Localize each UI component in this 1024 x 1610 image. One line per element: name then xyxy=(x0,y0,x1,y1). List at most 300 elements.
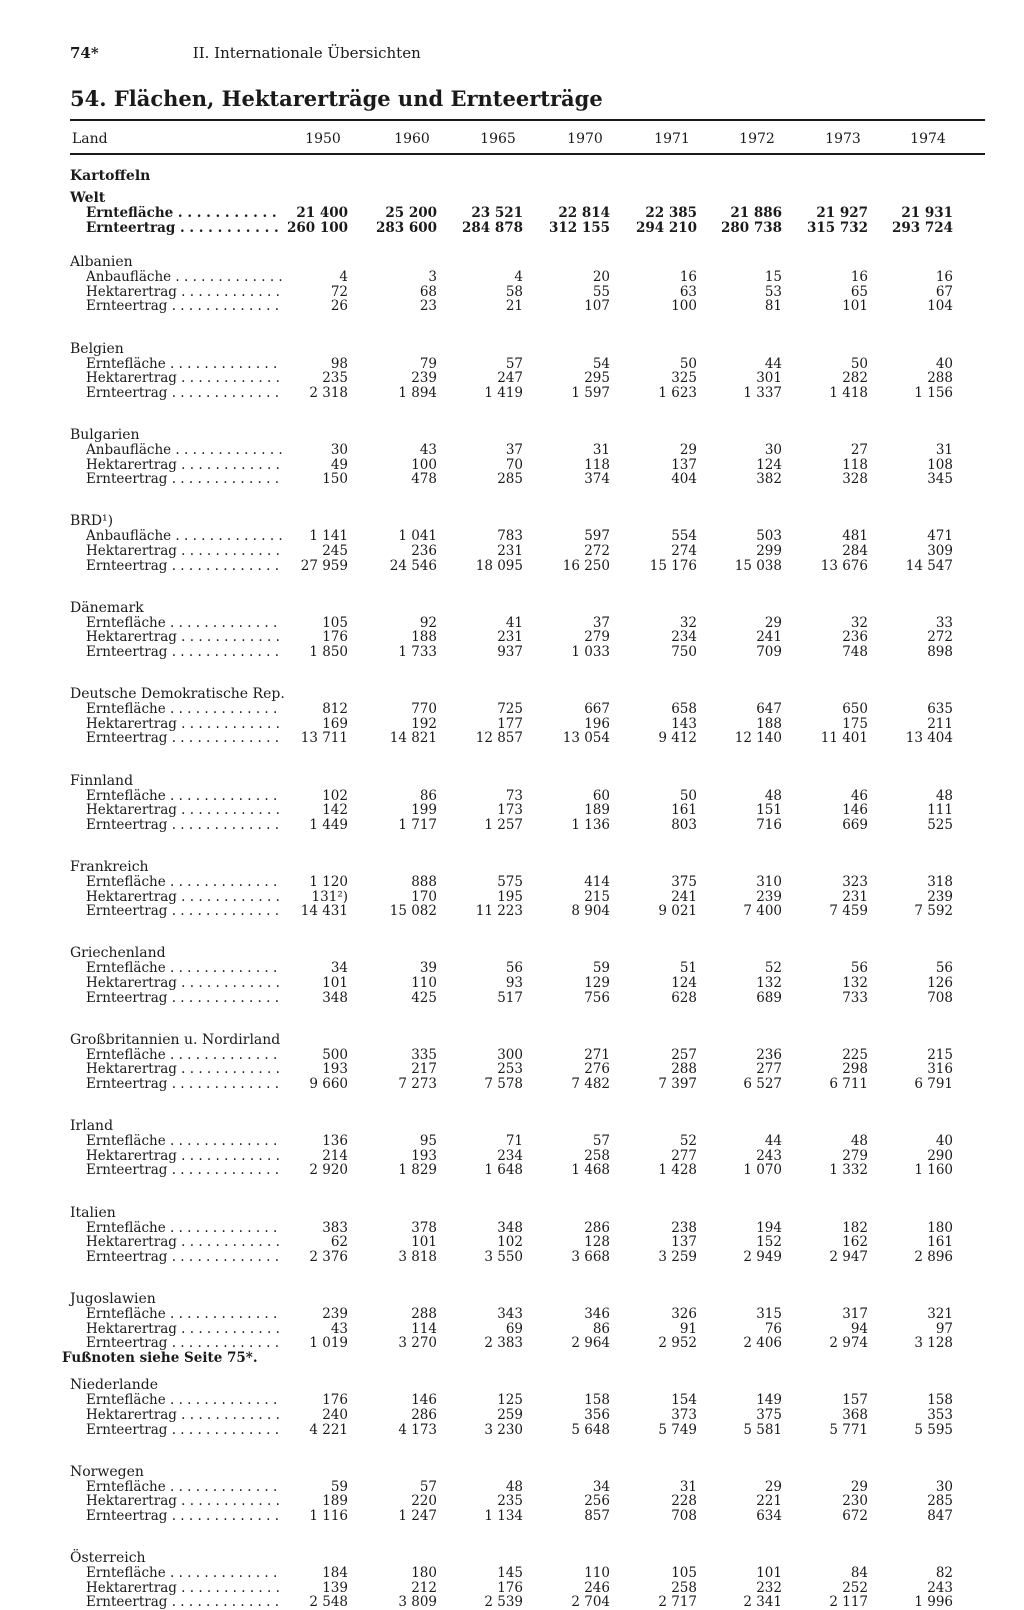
row-label: Hektarertrag . . . xyxy=(86,1494,282,1509)
category-heading: Kartoffeln xyxy=(70,168,151,184)
table-cell: 110 xyxy=(584,1565,610,1582)
table-cell: 234 xyxy=(671,629,697,646)
table-cell: 235 xyxy=(322,370,348,387)
table-cell: 353 xyxy=(927,1407,953,1423)
table-cell: 173 xyxy=(497,802,523,819)
table-cell: 29 xyxy=(764,614,782,631)
table-cell: 33 xyxy=(935,614,953,631)
table-cell: 635 xyxy=(927,701,953,718)
table-cell: 375 xyxy=(756,1407,782,1423)
table-cell: 298 xyxy=(842,1061,868,1078)
table-cell: 243 xyxy=(927,1579,953,1596)
table-row xyxy=(0,472,1024,487)
table-cell: 647 xyxy=(756,701,782,718)
country-name: Österreich xyxy=(70,1550,146,1567)
row-label: Erntefläche . . . xyxy=(86,702,282,717)
table-cell: 708 xyxy=(927,989,953,1006)
table-cell: 215 xyxy=(584,888,610,905)
table-cell: 125 xyxy=(497,1392,523,1409)
table-cell: 21 886 xyxy=(730,205,782,221)
table-cell: 193 xyxy=(411,1147,437,1164)
table-cell: 1 136 xyxy=(571,816,610,833)
table-cell: 176 xyxy=(497,1579,523,1596)
table-cell: 2 406 xyxy=(743,1335,782,1352)
table-cell: 272 xyxy=(584,543,610,559)
table-cell: 29 xyxy=(679,442,697,458)
table-cell: 231 xyxy=(497,629,523,646)
table-cell: 128 xyxy=(584,1234,610,1251)
table-cell: 4 xyxy=(339,269,348,286)
table-cell: 79 xyxy=(419,355,437,372)
table-cell: 146 xyxy=(842,802,868,819)
row-label: Anbaufläche . . . xyxy=(86,529,282,544)
table-cell: 246 xyxy=(584,1579,610,1596)
table-cell: 356 xyxy=(584,1407,610,1423)
table-cell: 2 952 xyxy=(658,1335,697,1352)
table-row xyxy=(0,645,1024,660)
table-cell: 101 xyxy=(756,1565,782,1582)
table-cell: 2 376 xyxy=(309,1248,348,1265)
row-label: Erntefläche . . . xyxy=(86,1480,282,1495)
table-cell: 236 xyxy=(756,1046,782,1063)
row-label: Hektarertrag . . . xyxy=(86,890,282,905)
table-cell: 52 xyxy=(764,960,782,977)
table-cell: 7 400 xyxy=(743,903,782,920)
row-label: Ernteertrag . . . xyxy=(86,386,282,401)
table-cell: 554 xyxy=(671,528,697,545)
table-cell: 50 xyxy=(850,355,868,372)
table-cell: 725 xyxy=(497,701,523,718)
row-label: Erntefläche . . . xyxy=(86,1048,282,1063)
table-cell: 346 xyxy=(584,1306,610,1322)
table-cell: 101 xyxy=(842,298,868,315)
table-cell: 146 xyxy=(411,1392,437,1409)
table-cell: 6 711 xyxy=(829,1076,868,1092)
row-label: Hektarertrag . . . xyxy=(86,1235,282,1250)
table-cell: 2 896 xyxy=(914,1248,953,1265)
table-row xyxy=(0,731,1024,746)
table-cell: 716 xyxy=(756,816,782,833)
table-cell: 189 xyxy=(322,1493,348,1510)
table-cell: 236 xyxy=(411,543,437,559)
table-cell: 52 xyxy=(679,1133,697,1150)
table-cell: 188 xyxy=(411,629,437,646)
table-cell: 7 459 xyxy=(829,903,868,920)
table-cell: 243 xyxy=(756,1147,782,1164)
table-cell: 285 xyxy=(927,1493,953,1510)
table-cell: 1 156 xyxy=(914,384,953,401)
table-cell: 170 xyxy=(411,888,437,905)
row-label: Hektarertrag . . . xyxy=(86,1581,282,1596)
table-cell: 27 xyxy=(850,442,868,458)
table-cell: 51 xyxy=(679,960,697,977)
table-cell: 212 xyxy=(411,1579,437,1596)
table-cell: 328 xyxy=(842,471,868,488)
table-cell: 102 xyxy=(322,787,348,804)
table-cell: 9 412 xyxy=(658,730,697,747)
table-cell: 9 021 xyxy=(658,903,697,920)
table-cell: 129 xyxy=(584,975,610,991)
table-cell: 1 428 xyxy=(658,1162,697,1179)
table-row xyxy=(0,803,1024,818)
table-cell: 29 xyxy=(764,1478,782,1495)
table-cell: 157 xyxy=(842,1392,868,1409)
table-cell: 139 xyxy=(322,1579,348,1596)
table-cell: 317 xyxy=(842,1306,868,1322)
table-cell: 286 xyxy=(411,1407,437,1423)
table-cell: 53 xyxy=(764,283,782,300)
table-cell: 40 xyxy=(935,1133,953,1150)
table-row xyxy=(0,1408,1024,1423)
table-cell: 650 xyxy=(842,701,868,718)
table-cell: 70 xyxy=(505,456,523,473)
table-cell: 277 xyxy=(671,1147,697,1164)
table-cell: 575 xyxy=(497,874,523,890)
table-cell: 44 xyxy=(764,1133,782,1150)
table-cell: 220 xyxy=(411,1493,437,1510)
table-cell: 126 xyxy=(927,975,953,991)
table-cell: 21 931 xyxy=(901,205,953,221)
table-cell: 1 597 xyxy=(571,384,610,401)
table-cell: 335 xyxy=(411,1046,437,1063)
table-cell: 14 547 xyxy=(905,557,953,574)
table-cell: 29 xyxy=(850,1478,868,1495)
country-name: Großbritannien u. Nordirland xyxy=(70,1031,281,1048)
table-cell: 4 xyxy=(514,269,523,286)
table-cell: 189 xyxy=(584,802,610,819)
table-cell: 21 xyxy=(505,298,523,315)
table-cell: 44 xyxy=(764,355,782,372)
table-row xyxy=(0,443,1024,458)
table-cell: 132 xyxy=(756,975,782,991)
table-cell: 295 xyxy=(584,370,610,387)
table-row xyxy=(0,1077,1024,1092)
table-cell: 279 xyxy=(842,1147,868,1164)
table-cell: 937 xyxy=(497,644,523,660)
table-cell: 374 xyxy=(584,471,610,488)
table-cell: 158 xyxy=(584,1392,610,1409)
table-cell: 245 xyxy=(322,543,348,559)
table-cell: 1 019 xyxy=(309,1335,348,1352)
table-cell: 221 xyxy=(756,1493,782,1510)
table-cell: 247 xyxy=(497,370,523,387)
table-row xyxy=(0,1509,1024,1524)
footnote: Fußnoten siehe Seite 75*. xyxy=(62,1350,258,1366)
table-cell: 7 578 xyxy=(484,1076,523,1092)
table-row xyxy=(0,1581,1024,1596)
table-cell: 1 996 xyxy=(914,1594,953,1610)
table-cell: 176 xyxy=(322,629,348,646)
table-row xyxy=(0,875,1024,890)
table-cell: 2 974 xyxy=(829,1335,868,1352)
top-rule xyxy=(70,119,985,121)
row-label: Erntefläche . . . xyxy=(86,1221,282,1236)
country-name: Irland xyxy=(70,1118,114,1135)
table-cell: 258 xyxy=(584,1147,610,1164)
table-cell: 1 332 xyxy=(829,1162,868,1179)
column-header-year: 1950 xyxy=(305,131,341,147)
table-cell: 177 xyxy=(497,715,523,732)
table-cell: 481 xyxy=(842,528,868,545)
table-cell: 25 200 xyxy=(385,205,437,221)
table-cell: 1 070 xyxy=(743,1162,782,1179)
row-label: Ernteertrag . . . xyxy=(86,904,282,919)
column-header-year: 1970 xyxy=(567,131,603,147)
table-cell: 97 xyxy=(935,1320,953,1337)
table-cell: 56 xyxy=(505,960,523,977)
table-cell: 259 xyxy=(497,1407,523,1423)
table-cell: 81 xyxy=(764,298,782,315)
table-cell: 48 xyxy=(505,1478,523,1495)
table-cell: 194 xyxy=(756,1219,782,1236)
table-cell: 93 xyxy=(505,975,523,991)
table-cell: 667 xyxy=(584,701,610,718)
table-cell: 142 xyxy=(322,802,348,819)
table-cell: 2 947 xyxy=(829,1248,868,1265)
table-cell: 1 894 xyxy=(398,384,437,401)
table-cell: 9 660 xyxy=(309,1076,348,1092)
row-label: Ernteertrag . . . xyxy=(86,1336,282,1351)
table-cell: 24 546 xyxy=(389,557,437,574)
table-cell: 43 xyxy=(330,1320,348,1337)
table-cell: 32 xyxy=(850,614,868,631)
table-cell: 277 xyxy=(756,1061,782,1078)
table-cell: 1 257 xyxy=(484,816,523,833)
table-cell: 136 xyxy=(322,1133,348,1150)
table-cell: 318 xyxy=(927,874,953,890)
row-label: Ernteertrag . . . xyxy=(86,299,282,314)
table-cell: 137 xyxy=(671,456,697,473)
country-name: Italien xyxy=(70,1204,116,1221)
row-label: Hektarertrag . . . xyxy=(86,371,282,386)
table-row xyxy=(0,1494,1024,1509)
table-cell: 271 xyxy=(584,1046,610,1063)
table-cell: 102 xyxy=(497,1234,523,1251)
table-cell: 1 717 xyxy=(398,816,437,833)
table-cell: 13 676 xyxy=(820,557,868,574)
table-cell: 84 xyxy=(850,1565,868,1582)
table-cell: 5 581 xyxy=(743,1421,782,1438)
table-cell: 15 082 xyxy=(389,903,437,920)
country-name: Jugoslawien xyxy=(70,1291,156,1307)
table-cell: 105 xyxy=(671,1565,697,1582)
table-cell: 57 xyxy=(505,355,523,372)
column-header-year: 1960 xyxy=(394,131,430,147)
table-cell: 71 xyxy=(505,1133,523,1150)
table-cell: 21 927 xyxy=(816,205,868,221)
table-cell: 857 xyxy=(584,1508,610,1524)
table-cell: 239 xyxy=(322,1306,348,1322)
table-cell: 56 xyxy=(850,960,868,977)
table-cell: 32 xyxy=(679,614,697,631)
table-cell: 215 xyxy=(927,1046,953,1063)
table-cell: 290 xyxy=(927,1147,953,1164)
table-cell: 143 xyxy=(671,715,697,732)
table-cell: 323 xyxy=(842,874,868,890)
table-cell: 321 xyxy=(927,1306,953,1322)
row-label: Hektarertrag . . . xyxy=(86,717,282,732)
table-cell: 23 521 xyxy=(471,205,523,221)
table-cell: 1 733 xyxy=(398,644,437,660)
table-cell: 241 xyxy=(671,888,697,905)
table-cell: 1 829 xyxy=(398,1162,437,1179)
table-row xyxy=(0,1307,1024,1322)
table-cell: 2 949 xyxy=(743,1248,782,1265)
table-cell: 239 xyxy=(927,888,953,905)
table-cell: 783 xyxy=(497,528,523,545)
table-cell: 13 404 xyxy=(905,730,953,747)
table-cell: 368 xyxy=(842,1407,868,1423)
table-row xyxy=(0,221,1024,236)
table-cell: 27 959 xyxy=(300,557,348,574)
header-rule xyxy=(70,153,985,155)
table-row xyxy=(0,1423,1024,1438)
table-cell: 2 964 xyxy=(571,1335,610,1352)
table-cell: 176 xyxy=(322,1392,348,1409)
table-cell: 503 xyxy=(756,528,782,545)
table-cell: 238 xyxy=(671,1219,697,1236)
table-cell: 56 xyxy=(935,960,953,977)
table-cell: 236 xyxy=(842,629,868,646)
table-cell: 131²) xyxy=(311,888,348,905)
table-cell: 161 xyxy=(671,802,697,819)
table-cell: 6 791 xyxy=(914,1076,953,1092)
table-cell: 13 054 xyxy=(562,730,610,747)
table-cell: 39 xyxy=(419,960,437,977)
table-cell: 37 xyxy=(592,614,610,631)
table-cell: 100 xyxy=(671,298,697,315)
row-label: Ernteertrag . . . xyxy=(86,991,282,1006)
table-cell: 152 xyxy=(756,1234,782,1251)
table-cell: 3 270 xyxy=(398,1335,437,1352)
table-row xyxy=(0,1163,1024,1178)
table-cell: 217 xyxy=(411,1061,437,1078)
table-cell: 124 xyxy=(756,456,782,473)
table-cell: 3 668 xyxy=(571,1248,610,1265)
table-cell: 150 xyxy=(322,471,348,488)
table-cell: 65 xyxy=(850,283,868,300)
table-row xyxy=(0,1480,1024,1495)
row-label: Hektarertrag . . . xyxy=(86,1408,282,1423)
table-cell: 282 xyxy=(842,370,868,387)
table-cell: 137 xyxy=(671,1234,697,1251)
table-cell: 1 449 xyxy=(309,816,348,833)
table-cell: 12 140 xyxy=(734,730,782,747)
country-name: Albanien xyxy=(70,254,133,271)
table-cell: 2 704 xyxy=(571,1594,610,1610)
row-label: Ernteertrag . . . xyxy=(86,1595,282,1610)
table-cell: 68 xyxy=(419,283,437,300)
table-cell: 288 xyxy=(671,1061,697,1078)
table-cell: 18 095 xyxy=(475,557,523,574)
table-cell: 22 814 xyxy=(558,205,610,221)
table-cell: 16 250 xyxy=(562,557,610,574)
table-cell: 58 xyxy=(505,283,523,300)
table-cell: 8 904 xyxy=(571,903,610,920)
table-cell: 22 385 xyxy=(645,205,697,221)
table-cell: 812 xyxy=(322,701,348,718)
table-cell: 382 xyxy=(756,471,782,488)
table-cell: 4 221 xyxy=(309,1421,348,1438)
country-name: Finnland xyxy=(70,772,134,789)
table-title: 54. Flächen, Hektarerträge und Ernteerträge xyxy=(70,86,603,111)
table-cell: 284 xyxy=(842,543,868,559)
table-cell: 309 xyxy=(927,543,953,559)
table-cell: 888 xyxy=(411,874,437,890)
table-cell: 2 318 xyxy=(309,384,348,401)
table-cell: 708 xyxy=(671,1508,697,1524)
row-label: Hektarertrag . . . xyxy=(86,544,282,559)
table-cell: 30 xyxy=(764,442,782,458)
row-label: Ernteertrag . . . xyxy=(86,559,282,574)
row-label: Ernteertrag . . . xyxy=(86,1509,282,1524)
row-label: Hektarertrag . . . xyxy=(86,976,282,991)
table-cell: 414 xyxy=(584,874,610,890)
table-cell: 73 xyxy=(505,787,523,804)
table-row xyxy=(0,904,1024,919)
table-cell: 5 595 xyxy=(914,1421,953,1438)
table-cell: 104 xyxy=(927,298,953,315)
table-row xyxy=(0,544,1024,559)
table-cell: 15 xyxy=(764,269,782,286)
table-cell: 72 xyxy=(330,283,348,300)
column-header-year: 1974 xyxy=(910,131,946,147)
table-cell: 240 xyxy=(322,1407,348,1423)
table-row xyxy=(0,1566,1024,1581)
row-label: Erntefläche . . . xyxy=(86,1566,282,1581)
table-cell: 34 xyxy=(330,960,348,977)
table-cell: 3 259 xyxy=(658,1248,697,1265)
table-cell: 276 xyxy=(584,1061,610,1078)
table-cell: 31 xyxy=(592,442,610,458)
table-cell: 76 xyxy=(764,1320,782,1337)
table-cell: 1 648 xyxy=(484,1162,523,1179)
country-name: Welt xyxy=(70,190,106,206)
table-cell: 195 xyxy=(497,888,523,905)
row-label: Hektarertrag . . . xyxy=(86,1062,282,1077)
table-cell: 733 xyxy=(842,989,868,1006)
table-cell: 34 xyxy=(592,1478,610,1495)
table-cell: 597 xyxy=(584,528,610,545)
row-label: Ernteertrag . . . xyxy=(86,731,282,746)
table-cell: 30 xyxy=(330,442,348,458)
row-label: Anbaufläche . . . xyxy=(86,443,282,458)
table-cell: 234 xyxy=(497,1147,523,1164)
table-cell: 180 xyxy=(927,1219,953,1236)
table-cell: 59 xyxy=(330,1478,348,1495)
table-cell: 293 724 xyxy=(891,219,953,236)
table-cell: 26 xyxy=(330,298,348,315)
table-cell: 2 717 xyxy=(658,1594,697,1610)
column-header-year: 1965 xyxy=(480,131,516,147)
table-cell: 211 xyxy=(927,715,953,732)
page-number: 74* xyxy=(70,44,99,62)
table-cell: 425 xyxy=(411,989,437,1006)
table-cell: 404 xyxy=(671,471,697,488)
table-cell: 375 xyxy=(671,874,697,890)
table-cell: 184 xyxy=(322,1565,348,1582)
table-cell: 31 xyxy=(679,1478,697,1495)
table-cell: 37 xyxy=(505,442,523,458)
table-cell: 7 397 xyxy=(658,1076,697,1092)
table-cell: 1 623 xyxy=(658,384,697,401)
table-cell: 11 401 xyxy=(820,730,868,747)
table-cell: 199 xyxy=(411,802,437,819)
table-cell: 7 273 xyxy=(398,1076,437,1092)
table-cell: 158 xyxy=(927,1392,953,1409)
table-cell: 41 xyxy=(505,614,523,631)
table-cell: 15 038 xyxy=(734,557,782,574)
